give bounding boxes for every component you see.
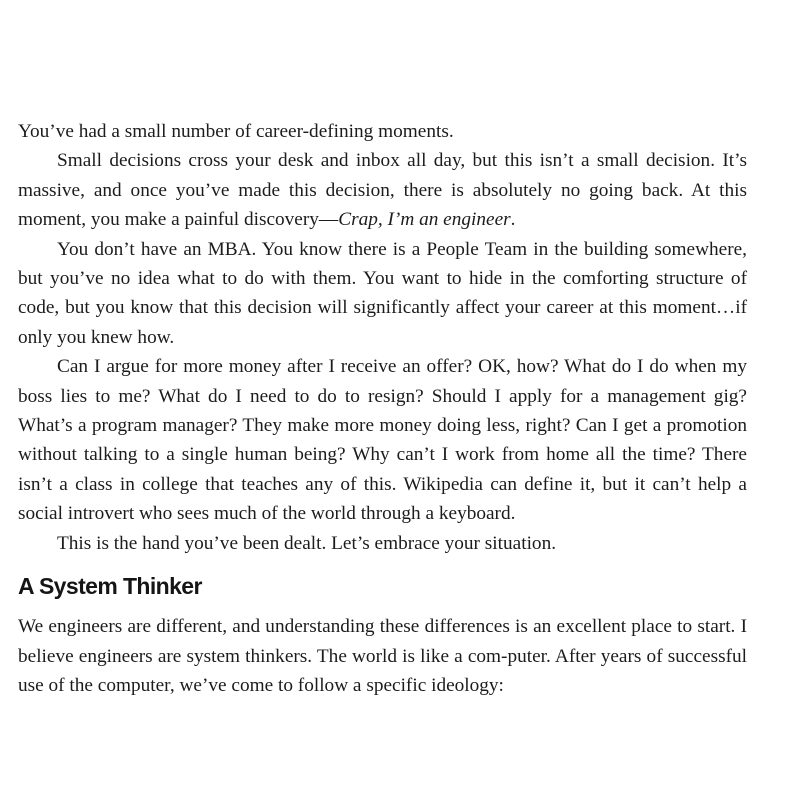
paragraph-2-emphasis: Crap, I’m an engineer	[338, 209, 511, 231]
paragraph-2-text: Small decisions cross your desk and inbox all day, but this isn’t a small decision. It’s massive, and once you’ve made this decision, there is absolutely no going back. At this moment, you make a painful discovery—	[18, 150, 747, 231]
book-page	[18, 117, 747, 700]
paragraph-5	[18, 529, 747, 558]
paragraph-2-tail: .	[510, 209, 516, 231]
paragraph-4-text: Can I argue for more money after I receive an offer? OK, how? What do I do when my boss lies to me? What do I need to do to resign? Should I apply for a management gig? What’s a program manager? They make more money doing less, right? Can I get a promotion without talking to a single human being? Why can’t I work from home all the time? There isn’t a class in college that teaches any of this. Wikipedia can define it, but it can’t help a social introvert who sees much of the world through a keyboard.	[18, 356, 747, 525]
paragraph-1	[18, 117, 747, 146]
paragraph-3	[18, 235, 747, 353]
paragraph-3-text: You don’t have an MBA. You know there is a People Team in the building somewhere, but you’ve no idea what to do with them. You want to hide in the comforting structure of code, but you know that this decision will significantly affect your career at this moment…if only you knew how.	[18, 238, 747, 348]
section-heading: A System Thinker	[18, 573, 202, 600]
paragraph-4	[18, 352, 747, 528]
paragraph-5-text: This is the hand you’ve been dealt. Let’s embrace your situation.	[57, 532, 557, 554]
paragraph-6-text: We engineers are different, and understanding these differences is an excellent place to start. I believe engineers are system thinkers. The world is like a com-puter. After years of successful use of the computer, we’ve come to follow a specific ideology:	[18, 616, 747, 696]
paragraph-6	[18, 612, 747, 700]
paragraph-1-text: You’ve had a small number of career-defining moments.	[18, 121, 454, 142]
paragraph-2	[18, 146, 747, 234]
